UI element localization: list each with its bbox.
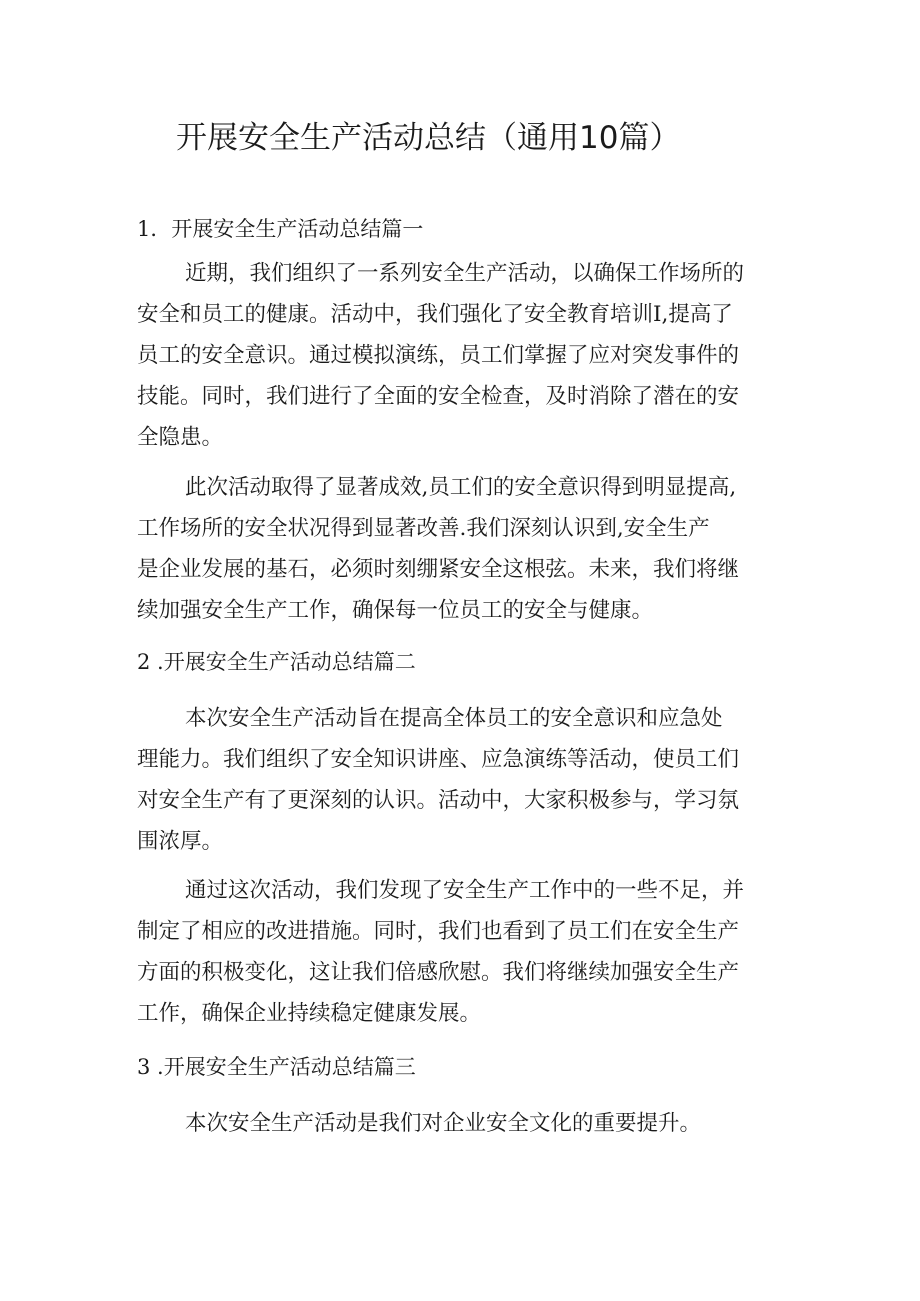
text-line: 员工的安全意识。通过模拟演练，员工们掌握了应对突发事件的 [137, 343, 740, 368]
section-heading-3: 3 .开展安全生产活动总结篇三 [137, 1055, 416, 1079]
text-line: 全隐患。 [137, 425, 224, 450]
document-title: 开展安全生产活动总结（通用10篇） [176, 120, 681, 156]
section-1-paragraph-2 [137, 467, 789, 631]
section-1-paragraph-1 [137, 253, 789, 458]
text-line: 安全和员工的健康。活动中，我们强化了安全教育培训I,提高了 [137, 302, 733, 327]
text-line: 围浓厚。 [137, 829, 224, 854]
text-line: 理能力。我们组织了安全知识讲座、应急演练等活动，使员工们 [137, 747, 740, 772]
text-line: 近期，我们组织了一系列安全生产活动，以确保工作场所的 [185, 261, 745, 286]
text-line: 本次安全生产活动旨在提高全体员工的安全意识和应急处 [185, 706, 723, 731]
text-line: 续加强安全生产工作，确保每一位员工的安全与健康。 [137, 598, 654, 623]
text-line: 此次活动取得了显著成效,员工们的安全意识得到明显提高, [185, 475, 737, 500]
text-line: 本次安全生产活动是我们对企业安全文化的重要提升。 [185, 1111, 702, 1136]
section-3-paragraph-1 [137, 1103, 789, 1144]
section-heading-1: 1．开展安全生产活动总结篇一 [137, 217, 424, 241]
text-line: 工作，确保企业持续稳定健康发展。 [137, 1001, 482, 1026]
text-line: 方面的积极变化，这让我们倍感欣慰。我们将继续加强安全生产 [137, 960, 740, 985]
text-line: 工作场所的安全状况得到显著改善.我们深刻认识到,安全生产 [137, 516, 710, 541]
section-2-paragraph-1 [137, 698, 789, 862]
section-heading-2: 2 .开展安全生产活动总结篇二 [137, 650, 416, 674]
text-line: 制定了相应的改进措施。同时，我们也看到了员工们在安全生产 [137, 919, 740, 944]
text-line: 通过这次活动，我们发现了安全生产工作中的一些不足，并 [185, 878, 745, 903]
text-line: 是企业发展的基石，必须时刻绷紧安全这根弦。未来，我们将继 [137, 557, 740, 582]
section-2-paragraph-2 [137, 870, 789, 1034]
text-line: 技能。同时，我们进行了全面的安全检查，及时消除了潜在的安 [137, 384, 740, 409]
text-line: 对安全生产有了更深刻的认识。活动中，大家积极参与，学习氛 [137, 788, 740, 813]
